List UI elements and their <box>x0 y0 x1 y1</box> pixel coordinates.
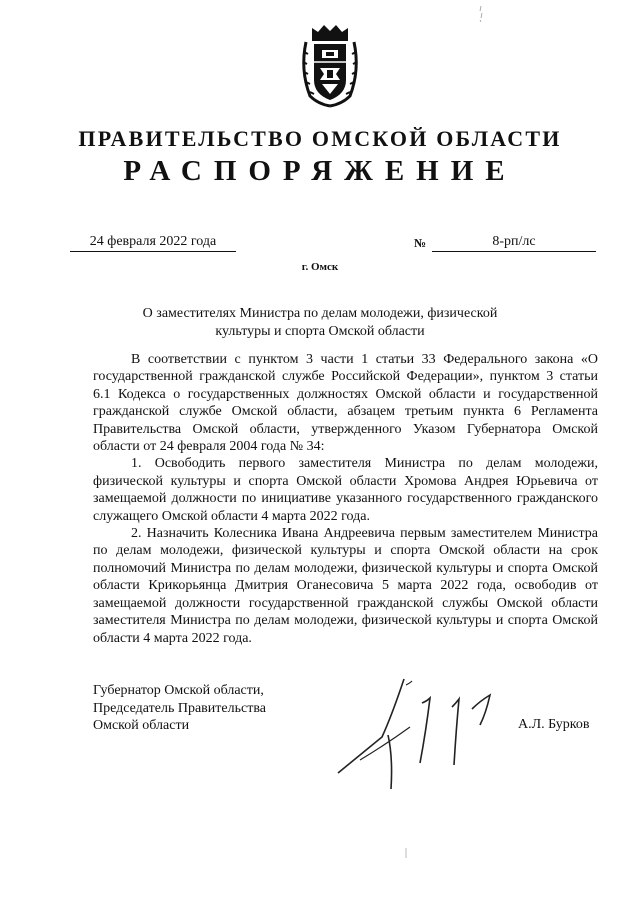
signatory-title-line: Председатель Правительства <box>93 700 266 716</box>
subject-line: культуры и спорта Омской области <box>215 324 425 339</box>
body-item-1: 1. Освободить первого заместителя Министра по делам молодежи, физической культуры и спорта Омской области Хромова Андрея Юрьевича от замещаемой должности по инициативе указанного государственного гражданского служащего Омской области 4 марта 2022 года. <box>93 456 598 524</box>
signatory-title <box>93 682 266 735</box>
document-type: РАСПОРЯЖЕНИЕ <box>123 155 517 187</box>
document-body <box>93 351 598 647</box>
scan-mark <box>404 848 408 858</box>
document-number: 8-рп/лс <box>432 234 596 252</box>
signatory-title-line: Губернатор Омской области, <box>93 683 264 698</box>
subject-line: О заместителях Министра по делам молодежи, физической <box>142 306 498 321</box>
number-label: № <box>414 236 427 250</box>
signatory-name: А.Л. Бурков <box>518 717 590 732</box>
scan-mark <box>476 6 486 22</box>
omsk-coat-of-arms-icon <box>298 22 362 108</box>
organization-name: ПРАВИТЕЛЬСТВО ОМСКОЙ ОБЛАСТИ <box>78 126 562 151</box>
handwritten-signature <box>330 665 500 795</box>
city-label: г. Омск <box>301 261 339 273</box>
body-preamble: В соответствии с пунктом 3 части 1 статьи 33 Федерального закона «О государственной гражданской службе Российской Федерации», пунктом 3 статьи 6.1 Кодекса о государственных должностях Омской области и государственной гражданской службе Омской области, абзацем третьим пункта 6 Регламента Правительства Омской области, утвержденного Указом Губернатора Омской области от 24 февраля 2004 года № 34: <box>93 352 598 455</box>
document-subject <box>110 305 530 341</box>
signatory-title-line: Омской области <box>93 718 190 733</box>
body-item-2: 2. Назначить Колесника Ивана Андреевича первым заместителем Министра по делам молодежи, физической культуры и спорта Омской области на срок полномочий Министра по делам молодежи, физической культуры и спорта Омской области Крикорьянца Дмитрия Оганесовича 5 марта 2022 года, освободив от замещаемой должности государственной гражданской службы Омской области заместителя Министра по делам молодежи, физической культуры и спорта Омской области 4 марта 2022 года. <box>93 526 598 646</box>
document-date: 24 февраля 2022 года <box>70 234 236 252</box>
